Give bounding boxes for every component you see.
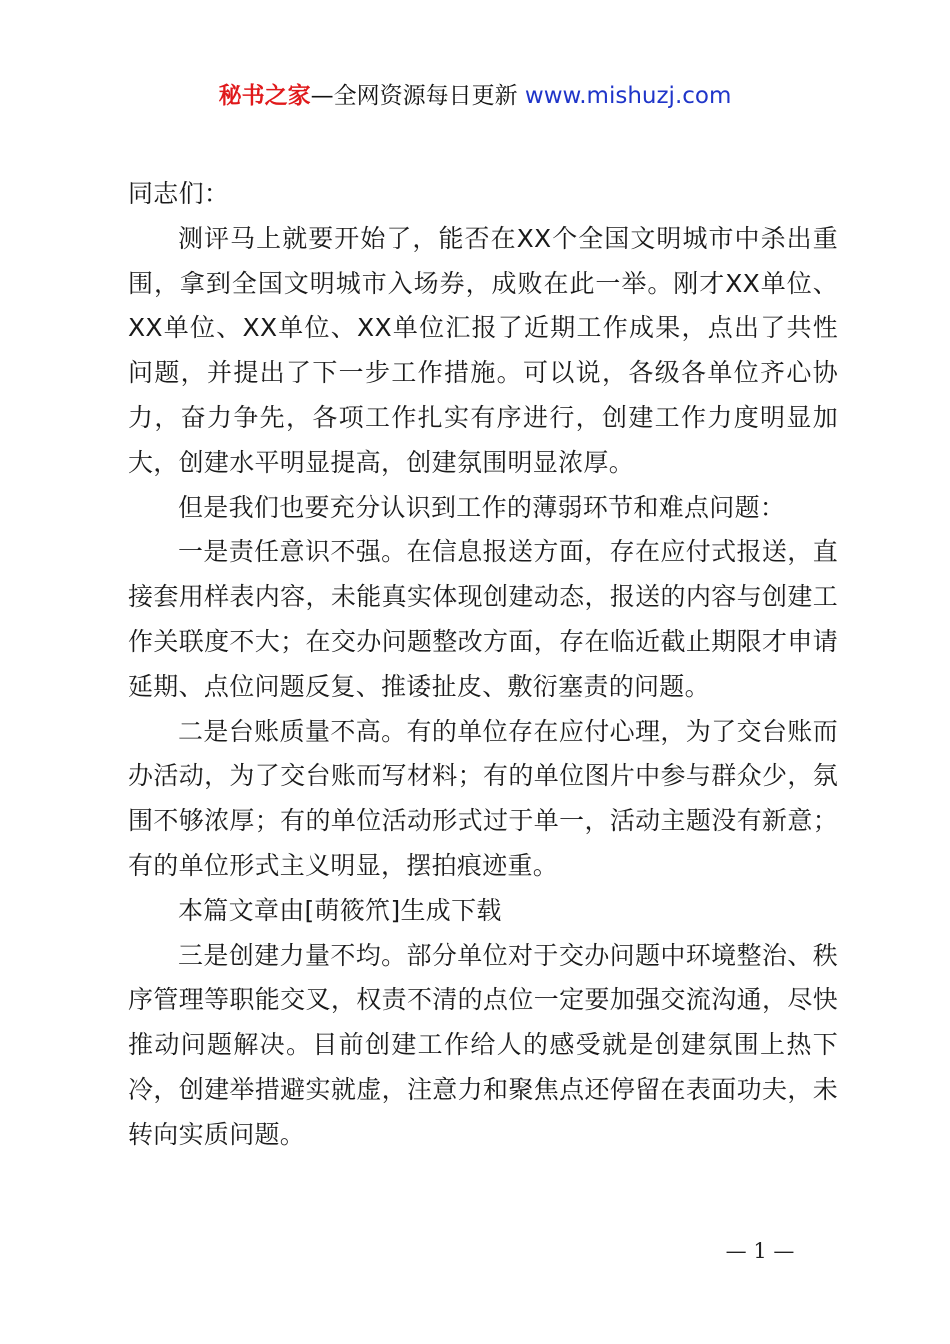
site-slogan: —全网资源每日更新 xyxy=(310,83,518,109)
site-brand: 秘书之家 xyxy=(218,83,311,109)
site-url-link[interactable]: www.mishuzj.com xyxy=(524,83,732,109)
salutation: 同志们： xyxy=(128,179,230,208)
paragraph-problems-intro: 但是我们也要充分认识到工作的薄弱环节和难点问题： xyxy=(178,492,786,522)
paragraph-point-three: 三是创建力量不均。部分单位对于交办问题中环境整治、秩序管理等职能交叉，权责不清的点位一定要加强交流沟通，尽快推动问题解决。目前创建工作给人的感受就是创建氛围上热下冷，创建举措避实就虚，注意力和聚焦点还停留在表面功夫，未转向实质问题。 xyxy=(128,940,838,1149)
document-body xyxy=(128,172,838,1158)
paragraph-opening: 测评马上就要开始了，能否在XX个全国文明城市中杀出重围，拿到全国文明城市入场券，成败在此一举。刚才XX单位、XX单位、XX单位、XX单位汇报了近期工作成果，点出了共性问题，并提出了下一步工作措施。可以说，各级各单位齐心协力，奋力争先，各项工作扎实有序进行，创建工作力度明显加大，创建水平明显提高，创建氛围明显浓厚。 xyxy=(128,223,838,477)
paragraph-point-two: 二是台账质量不高。有的单位存在应付心理，为了交台账而办活动，为了交台账而写材料；有的单位图片中参与群众少，氛围不够浓厚；有的单位活动形式过于单一，活动主题没有新意；有的单位形式主义明显，摆拍痕迹重。 xyxy=(128,716,838,880)
paragraph-generated-note: 本篇文章由[萌筱笊]生成下载 xyxy=(178,895,502,925)
page-number: — 1 — xyxy=(725,1239,795,1263)
site-header xyxy=(0,80,950,112)
paragraph-point-one: 一是责任意识不强。在信息报送方面，存在应付式报送，直接套用样表内容，未能真实体现创建动态，报送的内容与创建工作关联度不大；在交办问题整改方面，存在临近截止期限才申请延期、点位问题反复、推诿扯皮、敷衍塞责的问题。 xyxy=(128,537,838,701)
